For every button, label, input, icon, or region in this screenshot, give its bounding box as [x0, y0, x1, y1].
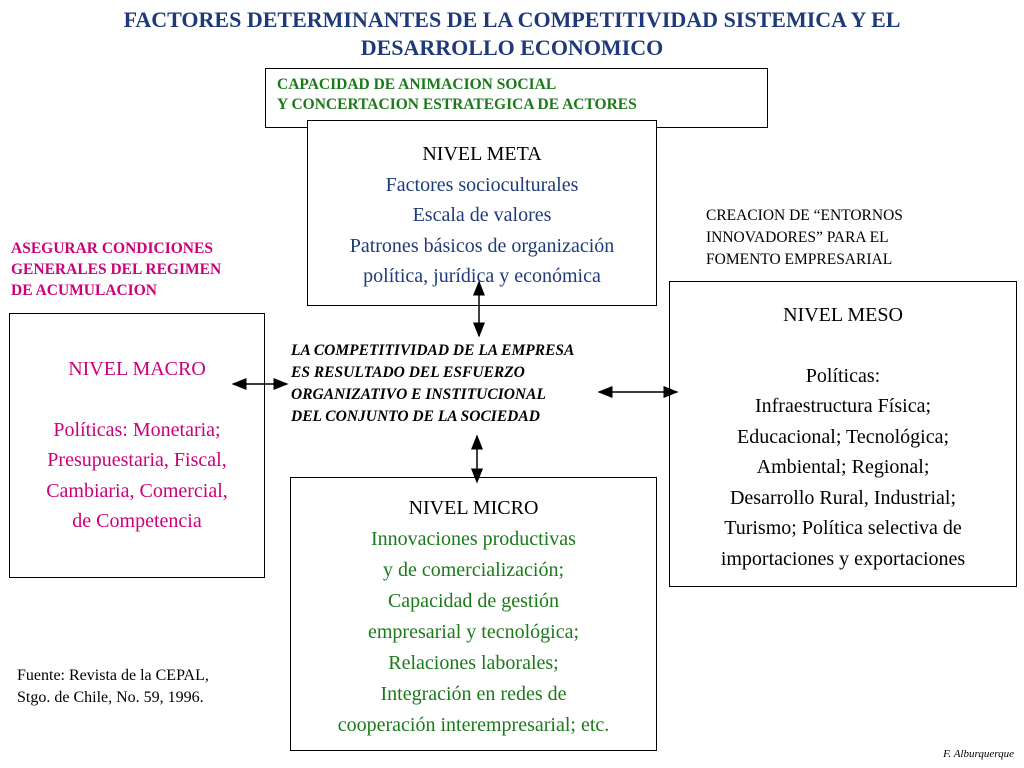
macro-line: Presupuestaria, Fiscal, — [47, 449, 227, 471]
meso-line: Infraestructura Física; — [754, 395, 932, 417]
meso-line: Ambiental; Regional; — [756, 456, 930, 478]
meso-note-line: FOMENTO EMPRESARIAL — [706, 251, 893, 268]
meta-line: política, jurídica y económica — [363, 265, 601, 287]
title-line-1: FACTORES DETERMINANTES DE LA COMPETITIVIDAD SISTEMICA Y EL — [123, 7, 901, 32]
meta-line: Factores socioculturales — [385, 173, 579, 196]
center-line: LA COMPETITIVIDAD DE LA EMPRESA — [291, 342, 575, 359]
center-line: ORGANIZATIVO E INSTITUCIONAL — [291, 386, 546, 403]
micro-line: cooperación interempresarial; etc. — [337, 714, 610, 736]
meso-line: Educacional; Tecnológica; — [736, 425, 950, 448]
micro-line: Capacidad de gestión — [387, 590, 560, 612]
meso-note-line: CREACION DE “ENTORNOS — [706, 207, 903, 224]
title-line-2: DESARROLLO ECONOMICO — [360, 35, 664, 60]
capacidad-line-1: CAPACIDAD DE ANIMACION SOCIAL — [277, 76, 557, 93]
nivel-macro-heading: NIVEL MACRO — [68, 358, 206, 380]
capacidad-line-2: Y CONCERTACION ESTRATEGICA DE ACTORES — [277, 96, 637, 113]
micro-line: empresarial y tecnológica; — [367, 621, 579, 643]
meso-line: Desarrollo Rural, Industrial; — [729, 486, 957, 509]
macro-line: Cambiaria, Comercial, — [46, 479, 228, 502]
macro-note-line: GENERALES DEL REGIMEN — [11, 261, 222, 278]
micro-line: Relaciones laborales; — [388, 652, 559, 674]
meso-line: Turismo; Política selectiva de — [724, 517, 962, 539]
micro-line: Integración en redes de — [380, 683, 567, 705]
meso-note-line: INNOVADORES” PARA EL — [706, 229, 889, 246]
nivel-meso-heading: NIVEL MESO — [783, 304, 903, 326]
meso-line: Políticas: — [805, 364, 881, 387]
macro-line: Políticas: Monetaria; — [53, 418, 221, 441]
macro-line: de Competencia — [72, 510, 202, 532]
source-line-1: Fuente: Revista de la CEPAL, — [17, 667, 209, 684]
nivel-meta-heading: NIVEL META — [422, 143, 542, 165]
source-line-2: Stgo. de Chile, No. 59, 1996. — [17, 689, 204, 706]
center-line: ES RESULTADO DEL ESFUERZO — [291, 364, 525, 381]
meso-line: importaciones y exportaciones — [720, 547, 966, 570]
micro-line: Innovaciones productivas — [371, 528, 576, 550]
meta-line: Escala de valores — [412, 204, 552, 226]
macro-note-line: ASEGURAR CONDICIONES — [11, 240, 213, 257]
macro-note-line: DE ACUMULACION — [11, 282, 157, 299]
nivel-micro-heading: NIVEL MICRO — [408, 497, 539, 519]
meta-line: Patrones básicos de organización — [349, 234, 615, 257]
author-credit: F. Alburquerque — [943, 748, 1014, 760]
micro-line: y de comercialización; — [382, 559, 564, 581]
center-line: DEL CONJUNTO DE LA SOCIEDAD — [291, 408, 540, 425]
